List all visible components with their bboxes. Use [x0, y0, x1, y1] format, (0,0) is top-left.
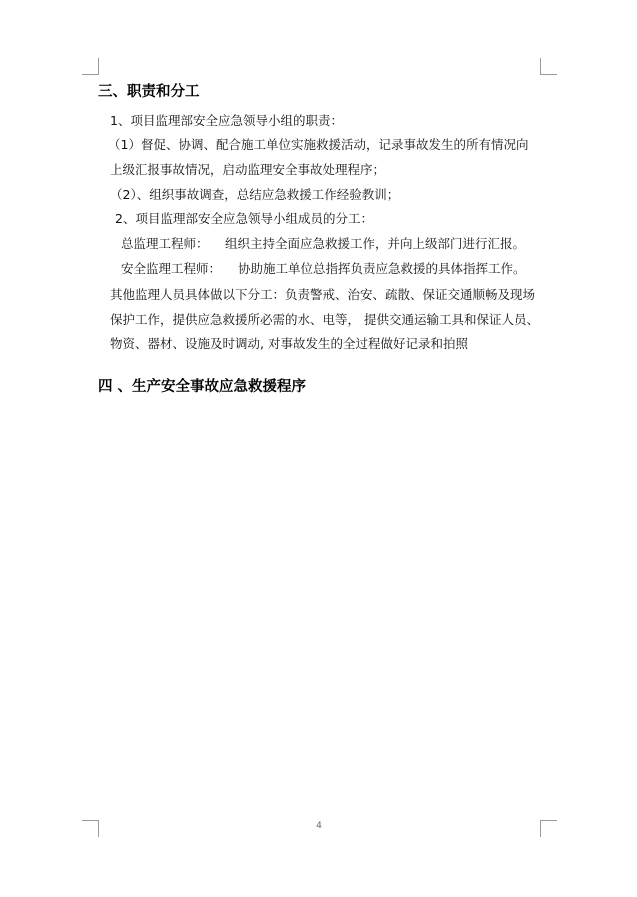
safety-engineer-duty: 协助施工单位总指挥负责应急救援的具体指挥工作。 — [238, 261, 526, 276]
item-1-duty-2: （2）、组织事故调查，总结应急救援工作经验教训； — [110, 187, 400, 202]
safety-engineer-role: 安全监理工程师： — [121, 261, 222, 276]
item-2-title: 2、项目监理部安全应急领导小组成员的分工： — [115, 211, 373, 226]
crop-mark-top-right — [540, 58, 557, 75]
chief-engineer-role: 总监理工程师： — [121, 236, 209, 251]
item-1-duty-1-line-2: 上级汇报事故情况，启动监理安全事故处理程序； — [110, 162, 386, 177]
chief-engineer-duty: 组织主持全面应急救援工作，并向上级部门进行汇报。 — [225, 236, 526, 251]
item-1-title: 1、项目监理部安全应急领导小组的职责： — [110, 113, 343, 128]
section-3-heading: 三、职责和分工 — [98, 84, 200, 100]
crop-mark-top-left — [82, 58, 99, 75]
item-1-duty-1-line-1: （1）督促、协调、配合施工单位实施救援活动，记录事故发生的所有情况向 — [108, 137, 529, 152]
section-4-heading: 四 、生产安全事故应急救援程序 — [98, 379, 307, 395]
page-number: 4 — [316, 821, 322, 831]
other-staff-line-2: 保护工作，提供应急救援所必需的水、电等， 提供交通运输工具和保证人员、 — [110, 312, 539, 327]
other-staff-line-1: 其他监理人员具体做以下分工：负责警戒、治安、疏散、保证交通顺畅及现场 — [110, 287, 536, 302]
other-staff-line-3: 物资、器材、设施及时调动, 对事故发生的全过程做好记录和拍照 — [110, 336, 468, 351]
